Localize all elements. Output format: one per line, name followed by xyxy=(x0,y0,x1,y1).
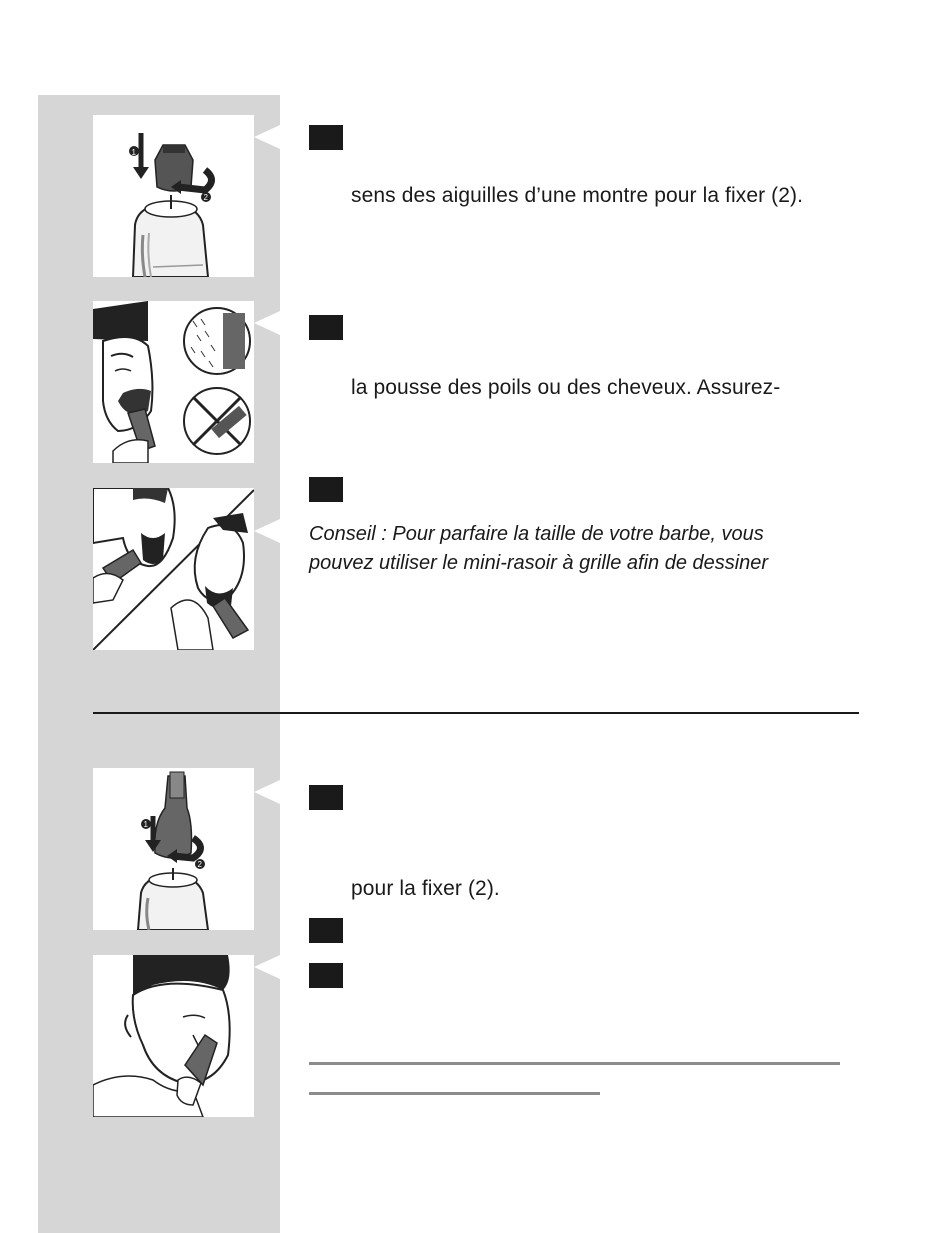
beard-shaping-icon xyxy=(93,488,254,650)
step-bullet xyxy=(309,125,343,150)
step-bullet xyxy=(309,918,343,943)
section-divider xyxy=(93,712,859,714)
tip-line: pouvez utiliser le mini-rasoir à grille afin de dessiner xyxy=(309,552,769,574)
trim-direction-icon xyxy=(93,301,254,463)
nose-trimming-icon xyxy=(93,955,254,1117)
figure-pointer xyxy=(254,519,280,543)
figure-pointer xyxy=(254,780,280,804)
figure-pointer xyxy=(254,311,280,335)
tip-line: Conseil : Pour parfaire la taille de votre barbe, vous xyxy=(309,523,764,545)
grey-rule xyxy=(309,1092,600,1095)
step-bullet xyxy=(309,315,343,340)
marker-1: 1 xyxy=(143,820,148,829)
figure-pointer xyxy=(254,125,280,149)
marker-2: 2 xyxy=(197,860,202,869)
figure-attach-comb xyxy=(93,115,254,277)
step-bullet xyxy=(309,477,343,502)
figure-trim-direction xyxy=(93,301,254,463)
figure-attach-nose-trimmer xyxy=(93,768,254,930)
step-text: pour la fixer (2). xyxy=(351,877,500,900)
step-bullet xyxy=(309,963,343,988)
marker-2: 2 xyxy=(203,193,208,202)
attach-comb-icon xyxy=(93,115,254,277)
grey-rule xyxy=(309,1062,840,1065)
figure-nose-trimming xyxy=(93,955,254,1117)
step-bullet xyxy=(309,785,343,810)
attach-nose-trimmer-icon xyxy=(93,768,254,930)
marker-1: 1 xyxy=(131,148,136,157)
figure-beard-shaping xyxy=(93,488,254,650)
step-text: la pousse des poils ou des cheveux. Assurez- xyxy=(351,376,781,399)
figure-pointer xyxy=(254,955,280,979)
step-text: sens des aiguilles d’une montre pour la fixer (2). xyxy=(351,184,804,207)
